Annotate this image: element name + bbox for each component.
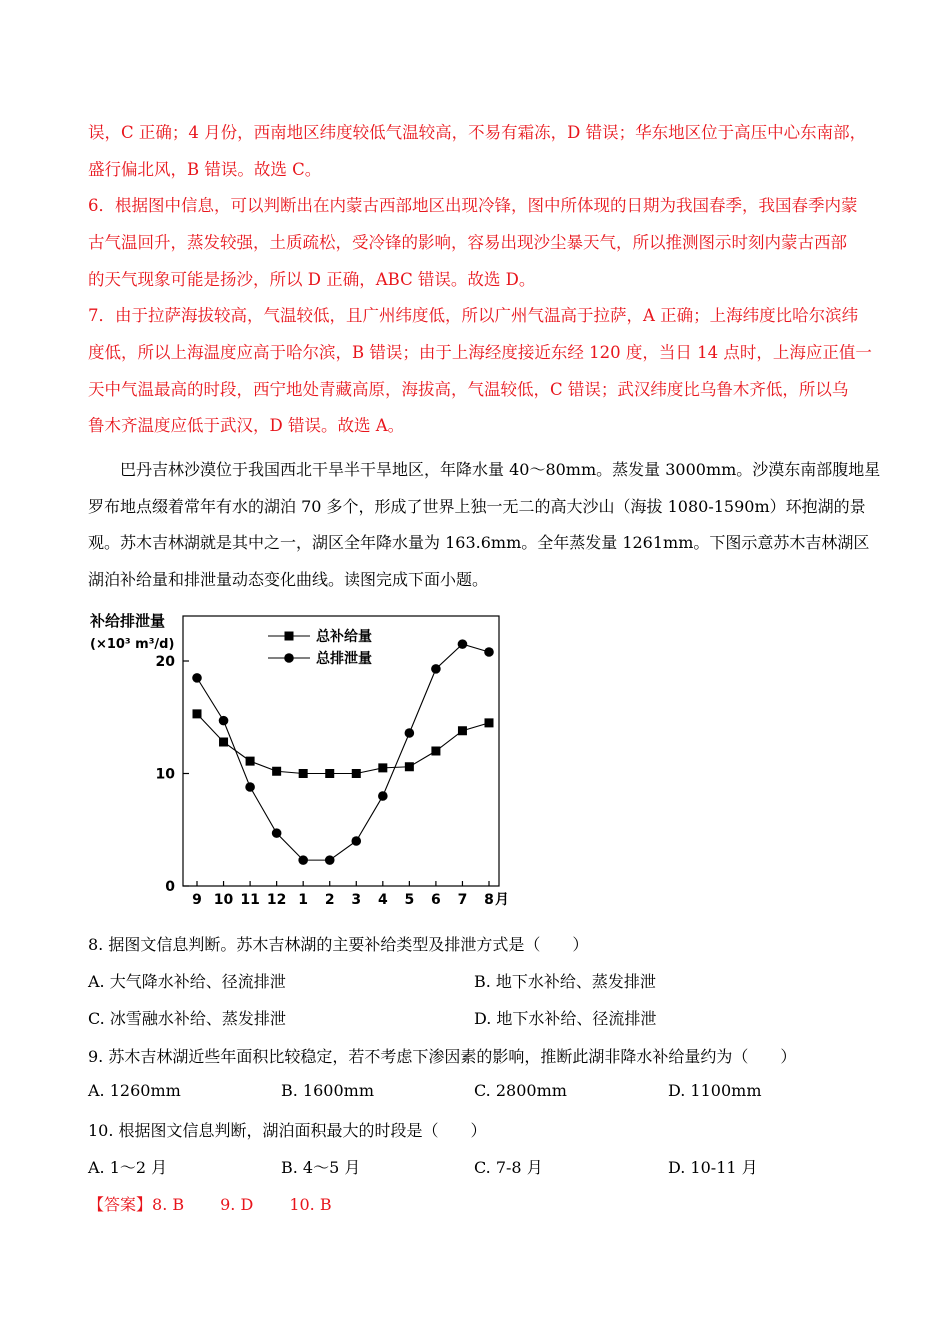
x-axis-label: 月 bbox=[495, 892, 509, 908]
data-point bbox=[351, 836, 361, 846]
text-line: 鲁木齐温度应低于武汉，D 错误。故选 A。 bbox=[88, 416, 405, 436]
text-line: 古气温回升，蒸发较强，土质疏松，受冷锋的影响，容易出现沙尘暴天气，所以推测图示时刻内蒙古西部 bbox=[88, 232, 847, 252]
x-tick-label: 1 bbox=[298, 892, 309, 908]
x-tick-label: 7 bbox=[457, 892, 468, 908]
x-tick-label: 10 bbox=[213, 892, 234, 908]
q8-option-d[interactable]: D. 地下水补给、径流排泄 bbox=[474, 1009, 657, 1028]
series-line-2 bbox=[197, 644, 489, 860]
y-tick-label: 10 bbox=[155, 766, 175, 783]
data-point bbox=[272, 767, 281, 776]
x-tick-label: 6 bbox=[431, 892, 441, 908]
data-point bbox=[352, 769, 361, 778]
answer-9: 9. D bbox=[220, 1195, 254, 1214]
y-axis-label: 补给排泄量 bbox=[90, 612, 166, 630]
text-line: 7．由于拉萨海拔较高，气温较低，且广州纬度低，所以广州气温高于拉萨，A 正确；上海纬度比哈尔滨纬 bbox=[88, 306, 859, 325]
legend-label: 总排泄量 bbox=[316, 651, 372, 667]
answer-label: 【答案】 bbox=[88, 1195, 153, 1214]
chart-legend bbox=[268, 628, 372, 667]
x-tick-label: 4 bbox=[377, 892, 388, 908]
data-point bbox=[193, 709, 202, 718]
question-10: 10. 根据图文信息判断，湖泊面积最大的时段是（ ） bbox=[88, 1121, 487, 1140]
answer-8: 8. B bbox=[152, 1195, 185, 1214]
y-tick-label: 20 bbox=[155, 654, 175, 670]
answer-line bbox=[88, 1192, 332, 1215]
text-line: 巴丹吉林沙漠位于我国西北干旱半干旱地区，年降水量 40～80mm。蒸发量 3000mm。沙漠东南部腹地星 bbox=[120, 460, 881, 479]
x-tick-label: 3 bbox=[351, 892, 362, 908]
q10-option-b[interactable]: B. 4～5 月 bbox=[281, 1158, 361, 1177]
q8-option-c[interactable]: C. 冰雪融水补给、蒸发排泄 bbox=[88, 1009, 286, 1028]
legend-marker bbox=[285, 632, 294, 641]
data-point bbox=[431, 747, 440, 756]
data-point bbox=[484, 647, 494, 657]
data-point bbox=[325, 855, 335, 865]
x-tick-label: 12 bbox=[266, 892, 287, 908]
explanation-q5-tail bbox=[88, 115, 878, 189]
material-paragraph bbox=[88, 452, 881, 598]
x-tick-label: 11 bbox=[240, 892, 260, 908]
q10-option-a[interactable]: A. 1～2 月 bbox=[88, 1158, 168, 1177]
data-point bbox=[405, 762, 414, 771]
text-line: 误，C 正确；4 月份，西南地区纬度较低气温较高，不易有霜冻，D 错误；华东地区位于高压中心东南部， bbox=[88, 123, 867, 142]
x-tick-label: 9 bbox=[192, 892, 202, 908]
q10-option-d[interactable]: D. 10-11 月 bbox=[668, 1158, 758, 1177]
x-axis bbox=[192, 881, 494, 908]
text-line: 罗布地点缀着常年有水的湖泊 70 多个，形成了世界上独一无二的高大沙山（海拔 1080-1590m）环抱湖的景 bbox=[88, 496, 866, 516]
data-point bbox=[485, 718, 494, 727]
q9-option-b[interactable]: B. 1600mm bbox=[281, 1081, 374, 1100]
data-point bbox=[378, 763, 387, 772]
data-point bbox=[246, 757, 255, 766]
q8-option-b[interactable]: B. 地下水补给、蒸发排泄 bbox=[474, 972, 656, 991]
data-point bbox=[219, 716, 229, 726]
y-tick-label: 0 bbox=[165, 879, 175, 895]
text-line: 盛行偏北风，B 错误。故选 C。 bbox=[88, 159, 322, 179]
data-point bbox=[458, 726, 467, 735]
explanation-q6 bbox=[88, 188, 878, 298]
data-point bbox=[378, 791, 388, 801]
data-point bbox=[272, 828, 282, 838]
data-point bbox=[431, 664, 441, 674]
question-8: 8. 据图文信息判断。苏木吉林湖的主要补给类型及排泄方式是（ ） bbox=[88, 935, 589, 954]
data-point bbox=[405, 728, 415, 738]
data-point bbox=[299, 769, 308, 778]
text-line: 的天气现象可能是扬沙，所以 D 正确，ABC 错误。故选 D。 bbox=[88, 269, 536, 289]
text-line: 度低，所以上海温度应高于哈尔滨，B 错误；由于上海经度接近东经 120 度，当日 14 点时，上海应正值一 bbox=[88, 342, 872, 362]
text-line: 湖泊补给量和排泄量动态变化曲线。读图完成下面小题。 bbox=[88, 569, 489, 589]
data-point bbox=[192, 673, 202, 683]
text-line: 观。苏木吉林湖就是其中之一，湖区全年降水量为 163.6mm。全年蒸发量 1261mm。下图示意苏木吉林湖区 bbox=[88, 533, 870, 552]
text-line: 6．根据图中信息，可以判断出在内蒙古西部地区出现冷锋，图中所体现的日期为我国春季，我国春季内蒙 bbox=[88, 196, 858, 215]
chart-series bbox=[192, 639, 494, 865]
x-tick-label: 8 bbox=[484, 892, 494, 908]
x-tick-label: 5 bbox=[404, 892, 415, 908]
q9-option-a[interactable]: A. 1260mm bbox=[88, 1081, 181, 1100]
legend-marker bbox=[284, 653, 294, 663]
data-point bbox=[298, 855, 308, 865]
q9-option-c[interactable]: C. 2800mm bbox=[474, 1081, 567, 1100]
text-line: 天中气温最高的时段，西宁地处青藏高原，海拔高，气温较低，C 错误；武汉纬度比乌鲁木齐低，所以乌 bbox=[88, 379, 849, 399]
x-tick-label: 2 bbox=[324, 892, 335, 908]
legend-label: 总补给量 bbox=[316, 629, 372, 645]
question-9: 9. 苏木吉林湖近些年面积比较稳定，若不考虑下渗因素的影响，推断此湖非降水补给量约为（ ） bbox=[88, 1047, 797, 1066]
q9-option-d[interactable]: D. 1100mm bbox=[668, 1081, 762, 1100]
y-axis-unit: (×10³ m³/d) bbox=[90, 637, 175, 652]
explanation-q7 bbox=[88, 298, 878, 445]
q10-option-c[interactable]: C. 7-8 月 bbox=[474, 1158, 543, 1177]
data-point bbox=[219, 738, 228, 747]
q8-option-a[interactable]: A. 大气降水补给、径流排泄 bbox=[88, 972, 286, 991]
data-point bbox=[458, 639, 468, 649]
recharge-discharge-chart bbox=[88, 606, 518, 916]
answer-10: 10. B bbox=[289, 1195, 332, 1214]
data-point bbox=[325, 769, 334, 778]
data-point bbox=[245, 782, 255, 792]
y-axis bbox=[156, 654, 189, 895]
